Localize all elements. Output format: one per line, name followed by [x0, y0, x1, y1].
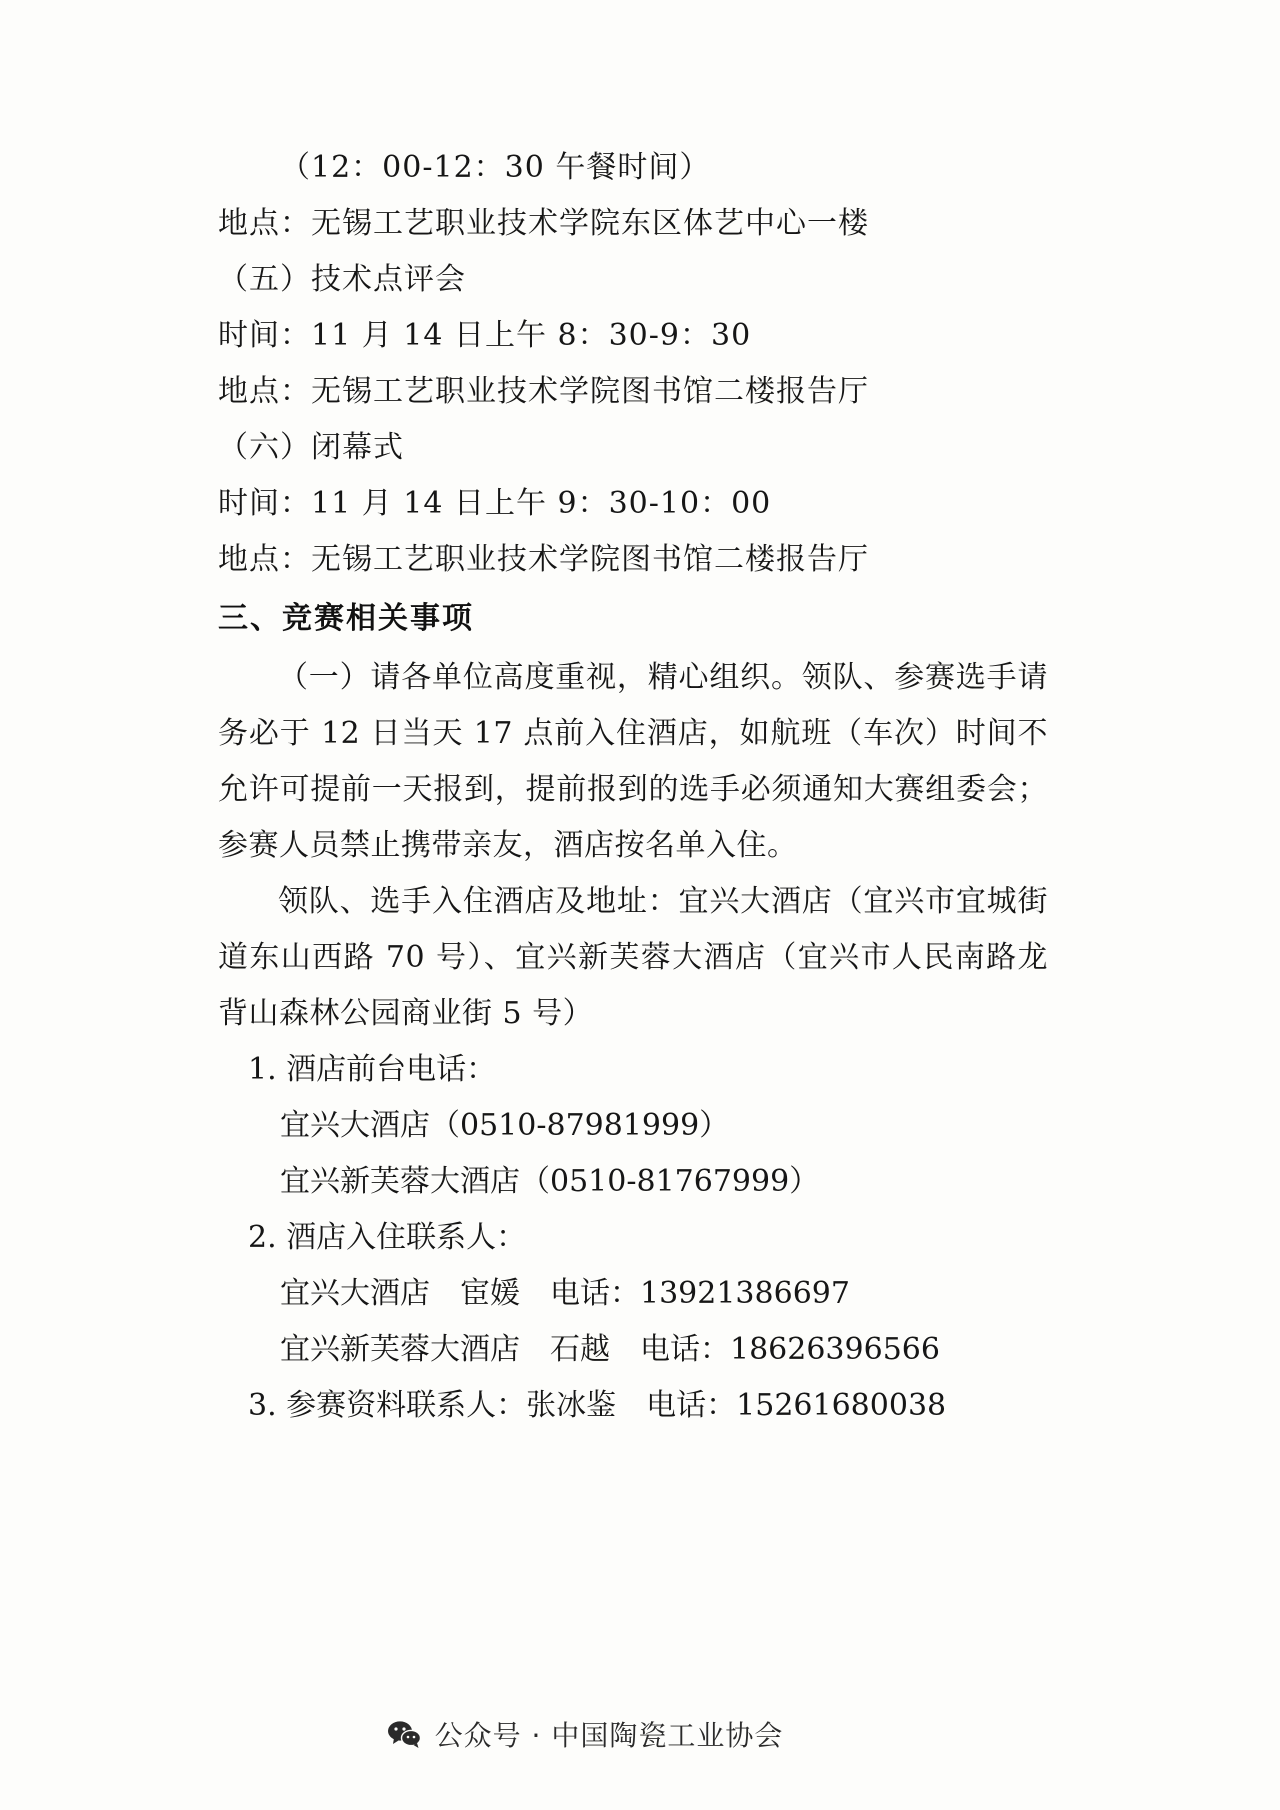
wechat-icon	[387, 1719, 421, 1749]
schedule-line-time-2: 时间：11 月 14 日上午 9：30-10：00	[218, 486, 772, 521]
footer-label: 公众号 · 中国陶瓷工业协会	[434, 1719, 784, 1752]
schedule-line-section-six: （六）闭幕式	[218, 430, 404, 465]
list-subitem-xinfurong-hotel-phone: 宜兴新芙蓉大酒店（0510-81767999）	[280, 1164, 820, 1199]
section-heading: 三、竞赛相关事项	[218, 601, 474, 636]
list-subitem-yixing-hotel-contact: 宜兴大酒店 宦媛 电话：13921386697	[280, 1276, 850, 1311]
schedule-line-venue-3: 地点：无锡工艺职业技术学院图书馆二楼报告厅	[218, 542, 869, 577]
paragraph-organization-notice: （一）请各单位高度重视，精心组织。领队、参赛选手请务必于 12 日当天 17 点前入住酒店，如航班（车次）时间不允许可提前一天报到，提前报到的选手必须通知大赛组委会；参赛人员禁止携带亲友，酒店按名单入住。	[218, 660, 1048, 863]
schedule-line-section-five: （五）技术点评会	[218, 262, 466, 297]
schedule-line-time-1: 时间：11 月 14 日上午 8：30-9：30	[218, 318, 752, 353]
list-item-hotel-front-desk: 1. 酒店前台电话：	[248, 1052, 497, 1087]
contact-list	[218, 1042, 1048, 1434]
schedule-line-venue-1: 地点：无锡工艺职业技术学院东区体艺中心一楼	[218, 206, 869, 241]
list-item-materials-contact: 3. 参赛资料联系人：张冰鉴 电话：15261680038	[248, 1388, 947, 1423]
list-subitem-xinfurong-hotel-contact: 宜兴新芙蓉大酒店 石越 电话：18626396566	[280, 1332, 940, 1367]
list-subitem-yixing-hotel-phone: 宜兴大酒店（0510-87981999）	[280, 1108, 730, 1143]
schedule-line-venue-2: 地点：无锡工艺职业技术学院图书馆二楼报告厅	[218, 374, 869, 409]
page-footer	[0, 1714, 1280, 1754]
paragraph-hotel-address: 领队、选手入住酒店及地址：宜兴大酒店（宜兴市宜城街道东山西路 70 号）、宜兴新芙蓉大酒店（宜兴市人民南路龙背山森林公园商业街 5 号）	[218, 884, 1048, 1031]
list-item-checkin-contacts: 2. 酒店入住联系人：	[248, 1220, 527, 1255]
schedule-line-lunch: （12：00-12：30 午餐时间）	[280, 150, 711, 185]
document-body	[218, 140, 1048, 1434]
